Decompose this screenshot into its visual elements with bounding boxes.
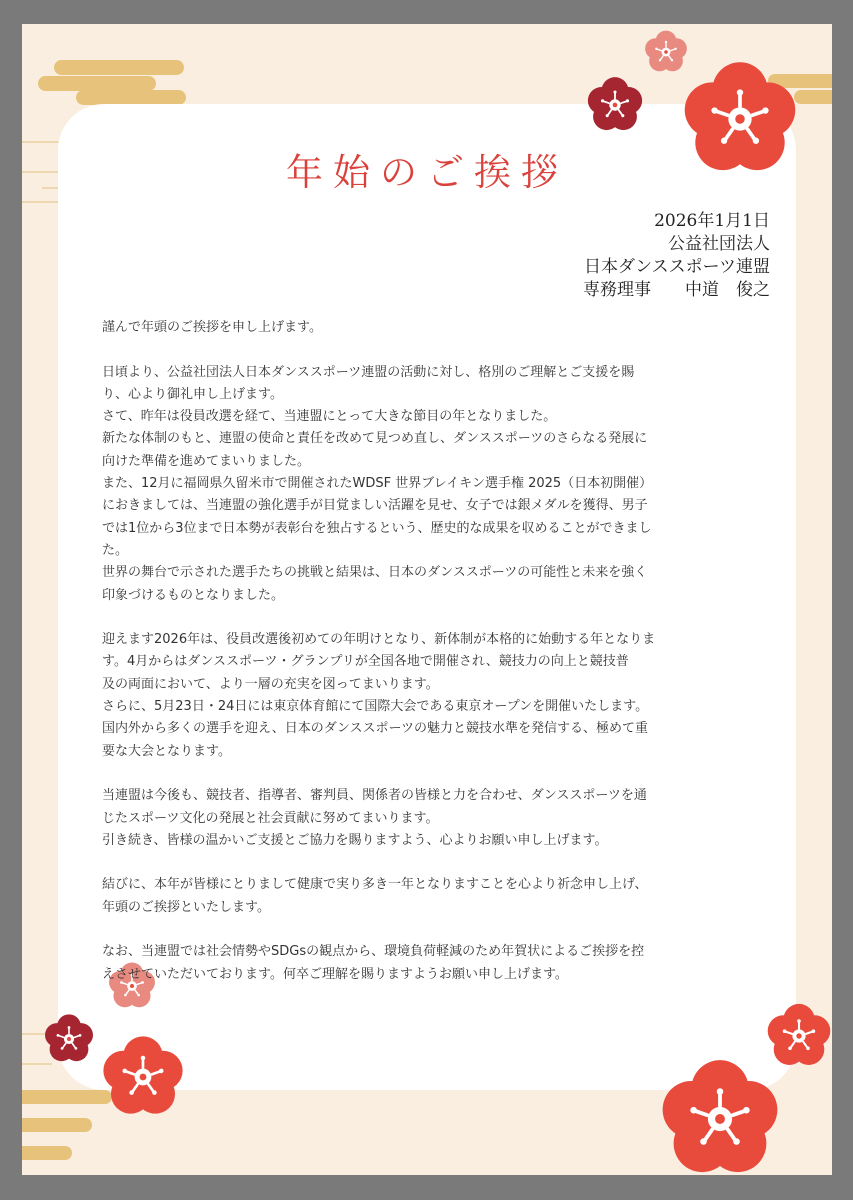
text-line: す。4月からはダンススポーツ・グランプリが全国各地で開催され、競技力の向上と競技普 (102, 654, 629, 670)
text-line: 迎えます2026年は、役員改選後初めての年明けとなり、新体制が本格的に始動する年となりま (102, 632, 656, 648)
paragraph (102, 785, 762, 852)
text-line: なお、当連盟では社会情勢やSDGsの観点から、環境負荷軽減のため年賀状によるご挨拶を控 (102, 944, 645, 960)
text-line: り、心より御礼申し上げます。 (102, 386, 283, 402)
text-line: 新たな体制のもと、連盟の使命と責任を改めて見つめ直し、ダンススポーツのさらなる発展に (102, 431, 648, 447)
text-line: 印象づけるものとなりました。 (102, 587, 285, 603)
text-line: におきましては、当連盟の強化選手が目覚ましい活躍を見せ、女子では銀メダルを獲得、男子 (102, 498, 648, 514)
text-line: 及の両面において、より一層の充実を図ってまいります。 (102, 676, 439, 692)
text-line: 年頭のご挨拶といたします。 (102, 899, 270, 915)
organization-type: 公益社団法人 (668, 234, 770, 254)
text-line: 世界の舞台で示された選手たちの挑戦と結果は、日本のダンススポーツの可能性と未来を強く (102, 565, 648, 581)
page-title: 年始のご挨拶 (286, 151, 568, 194)
text-line: 結びに、本年が皆様にとりまして健康で実り多き一年となりますことを心より祈念申し上げ、 (102, 877, 648, 893)
paragraph (102, 941, 762, 986)
position-and-name: 専務理事 中道 俊之 (583, 280, 770, 300)
text-line: 当連盟は今後も、競技者、指導者、審判員、関係者の皆様と力を合わせ、ダンススポーツを通 (102, 788, 647, 804)
text-line: た。 (102, 542, 129, 558)
text-line: 日頃より、公益社団法人日本ダンススポーツ連盟の活動に対し、格別のご理解とご支援を賜 (102, 364, 635, 380)
text-line: さて、昨年は役員改選を経て、当連盟にとって大きな節目の年となりました。 (102, 409, 557, 425)
text-line: じたスポーツ文化の発展と社会貢献に努めてまいります。 (102, 810, 439, 826)
text-line: 要な大会となります。 (102, 743, 231, 759)
text-line: では1位から3位まで日本勢が表彰台を独占するという、歴史的な成果を収めることができまし (102, 520, 652, 536)
organization-name: 日本ダンススポーツ連盟 (584, 257, 770, 277)
gold-cloud-pattern-top-left (38, 60, 186, 105)
text-line: 引き続き、皆様の温かいご支援とご協力を賜りますよう、心よりお願い申し上げます。 (102, 832, 608, 848)
plum-blossom-pink (645, 31, 687, 72)
text-line: さらに、5月23日・24日には東京体育館にて国際大会である東京オープンを開催いたします。 (102, 699, 649, 715)
text-line: また、12月に福岡県久留米市で開催されたWDSF 世界ブレイキン選手権 2025（日本初開催） (102, 476, 653, 492)
paragraph (102, 362, 762, 607)
text-line: 国内外から多くの選手を迎え、日本のダンススポーツの魅力と競技水準を発信する、極めて重 (102, 721, 649, 737)
paragraph (102, 629, 762, 763)
text-line: 謹んで年頭のご挨拶を申し上げます。 (102, 320, 322, 335)
text-line: えさせていただいております。何卒ご理解を賜りますようお願い申し上げます。 (102, 966, 568, 982)
paragraph (102, 317, 762, 339)
plum-blossom-dark-red (588, 77, 642, 130)
paragraph (102, 874, 762, 919)
date: 2026年1月1日 (654, 211, 770, 231)
text-line: 向けた準備を進めてまいりました。 (102, 453, 311, 469)
letter-body (102, 317, 762, 1008)
gold-cloud-pattern-bottom-left (22, 1090, 112, 1160)
signature-block (583, 210, 770, 302)
greeting-card (22, 24, 832, 1175)
